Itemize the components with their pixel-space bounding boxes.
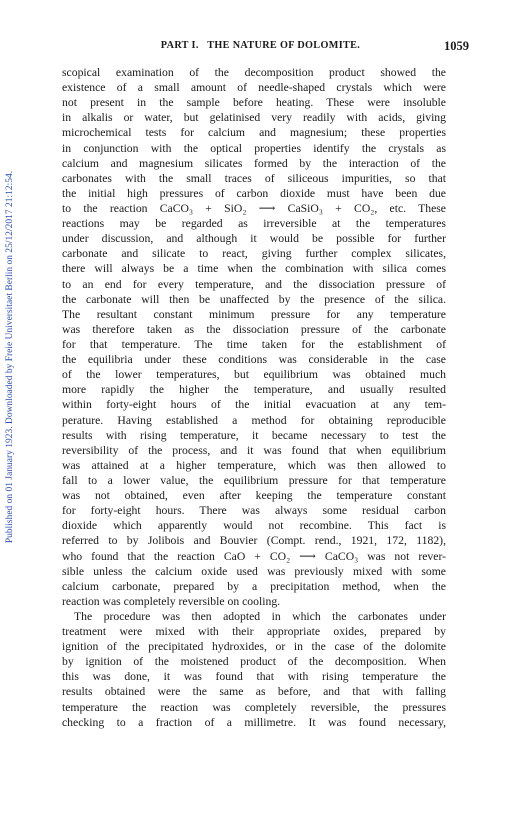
text-line: The procedure was then adopted in which the carbonates under [74,609,446,623]
text-line: was not obtained, even after keeping the temperature constant [62,489,446,503]
text-line: the carbonate will then be unaffected by the presence of the silica. [62,292,446,306]
text-line: sible unless the calcium oxide used was previously mixed with some [62,564,446,578]
text-line: was attained at a higher temperature, which was then allowed to [62,458,446,472]
text-line: treatment were mixed with their appropriate oxides, prepared by [62,625,446,639]
text-line: the equilibria under these conditions was considerable in the case [62,353,446,367]
text-line: ignition of the precipitated hydroxides, or in the case of the dolomite [62,640,446,654]
page-number: 1059 [444,39,469,53]
text-line: to the reaction CaCO₃ + SiO₂ ⟶ CaSiO₃ + CO₂, etc. These [62,201,446,215]
text-line: within forty-eight hours of the initial evacuation at any tem- [62,398,446,412]
text-line: more rapidly the higher the temperature, and usually resulted [62,383,446,397]
page-header [52,40,469,56]
download-notice [0,92,20,622]
text-line: checking to a fraction of a millimetre. It was found necessary, [62,715,446,729]
text-line: scopical examination of the decomposition product showed the [62,66,446,79]
text-line: for forty-eight hours. There was always some residual carbon [62,504,446,518]
text-line: there will always be a time when the combination with silica comes [62,262,446,276]
text-line: for that temperature. The time taken for the establishment of [62,337,446,351]
running-title: PART I. THE NATURE OF DOLOMITE. [160,40,361,51]
text-line: the initial high pressures of carbon dioxide must have been due [62,186,446,200]
text-line: calcium carbonate, prepared by a precipitation method, when the [62,579,446,593]
text-line: existence of a small amount of needle-shaped crystals which were [62,81,446,95]
text-line: fall to a lower value, the equilibrium pressure for that temperature [62,473,446,487]
text-line: this was done, it was found that with rising temperature the [62,670,446,684]
text-line: who found that the reaction CaO + CO₂ ⟶ CaCO₃ was not rever- [62,549,446,563]
text-line: under discussion, and although it would be possible for further [62,232,446,246]
text-line: microchemical tests for calcium and magnesium; these properties [62,126,446,140]
text-line: reversibility of the process, and it was found that when equilibrium [62,443,446,457]
download-notice-text: Published on 01 January 1923. Downloaded by Freie Universitaet Berlin on 25/12/2017 21:12:54. [5,170,15,544]
text-line: reactions may be regarded as irreversible at the temperatures [62,217,446,231]
text-line: in alkalis or water, but gelatinised very readily with acids, giving [62,111,446,125]
text-line: carbonate and silicate to react, giving further complex silicates, [62,247,446,261]
text-line: not present in the sample before heating. These were insoluble [62,96,446,110]
text-line: perature. Having established a method for obtaining reproducible [62,413,446,427]
text-line: temperature the reaction was completely reversible, the pressures [62,700,446,714]
text-line: results with rising temperature, it became necessary to test the [62,428,446,442]
text-line: to an end for every temperature, and the dissociation pressure of [62,277,446,291]
text-line: referred to by Jolibois and Bouvier (Compt. rend., 1921, 172, 1182), [62,534,446,548]
text-line: carbonates with the small traces of siliceous impurities, so that [62,171,446,185]
text-line: by ignition of the moistened product of the decomposition. When [62,655,446,669]
text-line: The resultant constant minimum pressure for any temperature [62,307,446,321]
body-text [62,65,446,730]
text-line: results obtained were the same as before, and that with falling [62,685,446,699]
text-line: reaction was completely reversible on cooling. [62,594,281,608]
text-line: was therefore taken as the dissociation pressure of the carbonate [62,322,446,336]
text-line: calcium and magnesium silicates formed by the interaction of the [62,156,446,170]
text-line: in conjunction with the optical properties identify the crystals as [62,141,446,155]
text-line: dioxide which apparently would not recombine. This fact is [62,519,446,533]
text-line: of the lower temperatures, but equilibrium was obtained much [62,368,446,382]
